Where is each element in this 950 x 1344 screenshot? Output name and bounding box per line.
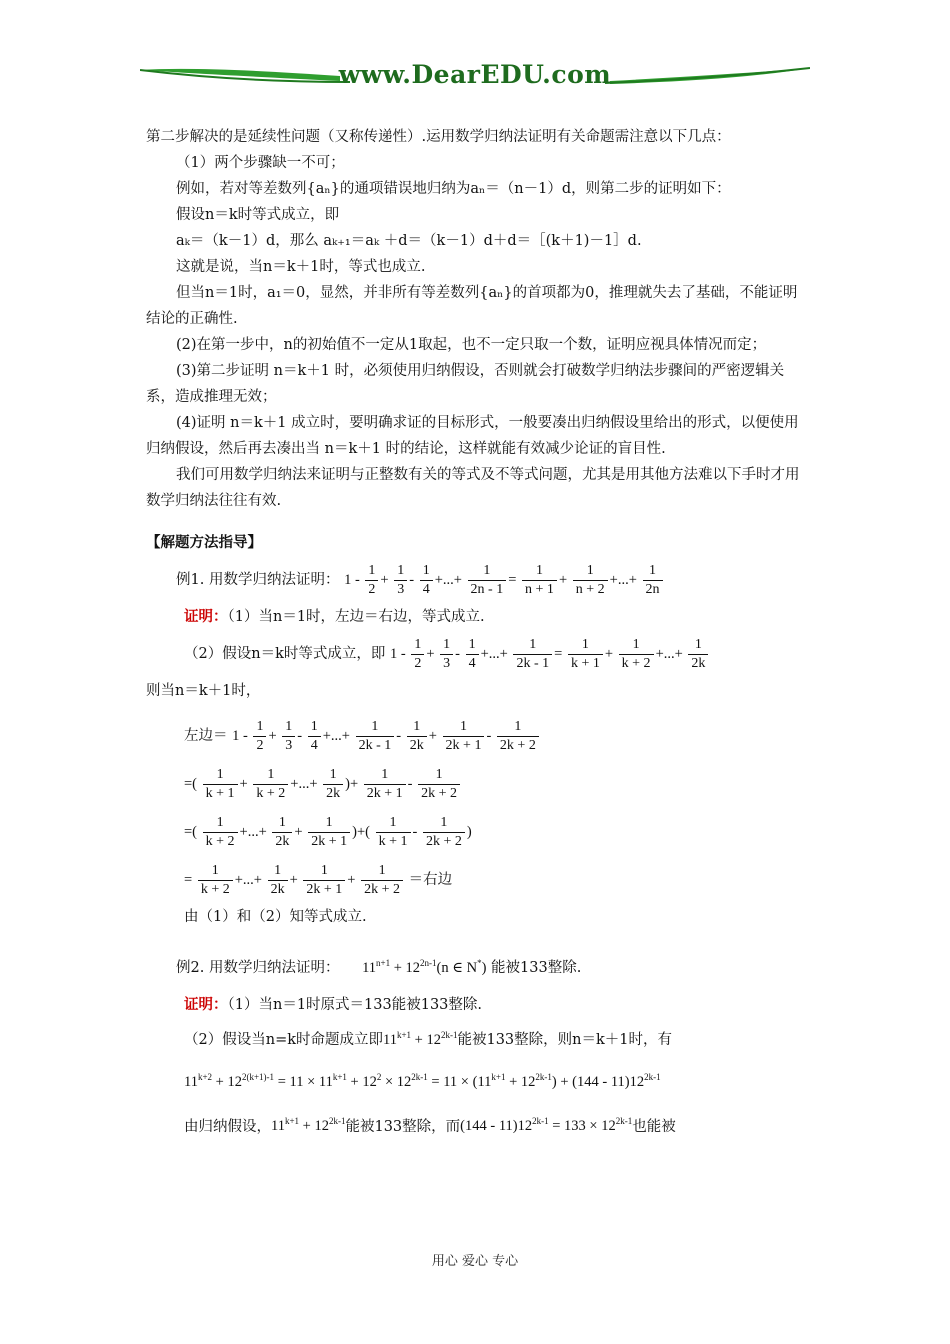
paragraph: 我们可用数学归纳法来证明与正整数有关的等式及不等式问题，尤其是用其他方法难以下手时才用数学归纳法往往有效.	[146, 467, 800, 509]
proof-label: 证明：	[184, 608, 228, 625]
proof-step: （2）假设n＝k时等式成立，即 1 - $\frac{1}{2}$ + $\frac{1}{3}$ - $\frac{1}{4}$ +...+ $\frac{1}{2k - 1}$ = $\frac{1}{k + 1}$ + $\frac{1}{k + 2}$ +...+ $\frac{1}{2k}$	[146, 630, 810, 678]
paragraph: aₖ＝（k－1）d，那么 aₖ₊₁＝aₖ ＋d＝（k－1）d＋d＝［(k＋1)－1］d.	[176, 233, 642, 249]
paragraph: 这就是说，当n＝k＋1时，等式也成立.	[176, 259, 426, 275]
header-banner	[140, 56, 810, 100]
paragraph: 由（1）和（2）知等式成立.	[184, 909, 367, 925]
example2-statement: 例2. 用数学归纳法证明： $11^{n+1} + 12^{2n-1}(n$ ∈ N*) 能被133整除.	[176, 958, 582, 976]
equation: 1 - $\frac{1}{2}$ + $\frac{1}{3}$ - $\frac{1}{4}$ +...+ $\frac{1}{2n - 1}$ = $\frac{1}{n + 1}$ + $\frac{1}{n + 2}$ +...+ $\frac{1}{2n}$	[344, 572, 664, 588]
example-label: 例1. 用数学归纳法证明：	[176, 572, 340, 588]
proof-step: 证明：（1）当n＝1时，左边＝右边，等式成立.	[184, 608, 485, 625]
page-footer: 用心 爱心 专心	[431, 1254, 519, 1269]
proof-label: 证明：	[184, 996, 228, 1013]
equation-line: = $\frac{1}{k + 2}$ +...+ $\frac{1}{2k}$ + $\frac{1}{2k + 1}$ + $\frac{1}{2k + 2}$ ＝右边	[184, 863, 453, 898]
site-logo[interactable]: www.DearEDU.com	[338, 60, 612, 89]
example1-statement	[146, 556, 810, 604]
equation: 1 - $\frac{1}{2}$ + $\frac{1}{3}$ - $\frac{1}{4}$ +...+ $\frac{1}{2k - 1}$ = $\frac{1}{k + 1}$ + $\frac{1}{k + 2}$ +...+ $\frac{1}{2k}$	[390, 646, 710, 662]
proof-step: 证明：（1）当n＝1时原式＝133能被133整除.	[184, 996, 482, 1013]
paragraph: 则当n＝k＋1时，	[146, 683, 261, 699]
paragraph: (3)第二步证明 n＝k＋1 时，必须使用归纳假设，否则就会打破数学归纳法步骤间的严密逻辑关系，造成推理无效；	[146, 363, 785, 405]
paragraph: (4)证明 n＝k＋1 成立时，要明确求证的目标形式，一般要凑出归纳假设里给出的形式，以便使用归纳假设，然后再去凑出当 n＝k＋1 时的结论，这样就能有效减少论证的盲目性.	[146, 415, 799, 457]
equation-line: 左边＝ 1 - $\frac{1}{2}$ + $\frac{1}{3}$ - $\frac{1}{4}$ +...+ $\frac{1}{2k - 1}$ - $\frac{1}{2k}$ + $\frac{1}{2k + 1}$ - $\frac{1}{2k + 2}$	[146, 712, 810, 760]
equation-line: $11^{k+2} + 12^{2(k+1)-1} = 11 \times 11^{k+1} + 12^2 \times 12^{2k-1} = 11 \times (11^{k+1} + 12^{2k-1}) + (144 - 11)12^{2k-1}$	[184, 1071, 661, 1090]
paragraph: 例如，若对等差数列{aₙ}的通项错误地归纳为aₙ＝（n－1）d，则第二步的证明如下：	[176, 181, 731, 197]
equation-line: =( $\frac{1}{k + 1}$ + $\frac{1}{k + 2}$ +...+ $\frac{1}{2k}$ )+ $\frac{1}{2k + 1}$ - $\frac{1}{2k + 2}$	[146, 760, 810, 808]
paragraph: 第二步解决的是延续性问题（又称传递性）.运用数学归纳法证明有关命题需注意以下几点：	[146, 129, 731, 145]
example-label: 例2. 用数学归纳法证明：	[176, 960, 340, 976]
equation-line: =( $\frac{1}{k + 2}$ +...+ $\frac{1}{2k}$ + $\frac{1}{2k + 1}$ )+( $\frac{1}{k + 1}$ - $\frac{1}{2k + 2}$ )	[184, 815, 472, 850]
section-heading: 【解题方法指导】	[146, 534, 262, 551]
document-body	[146, 124, 810, 1146]
paragraph: (2)在第一步中，n的初始值不一定从1取起，也不一定只取一个数，证明应视具体情况而定；	[176, 337, 767, 353]
proof-step: （2）假设当n=k时命题成立即$11^{k+1} + 12^{2k-1}$能被133整除，则n＝k＋1时，有	[184, 1030, 673, 1048]
paragraph: 但当n＝1时，a₁＝0，显然，并非所有等差数列{aₙ}的首项都为0，推理就失去了基础，不能证明结论的正确性.	[146, 285, 798, 327]
proof-step: 由归纳假设，$11^{k+1} + 12^{2k-1}$能被133整除，而$(144 - 11)12^{2k-1} = 133 \times 12^{2k-1}$也能被	[184, 1116, 676, 1135]
paragraph: 假设n＝k时等式成立，即	[176, 207, 340, 223]
paragraph: （1）两个步骤缺一不可；	[176, 155, 345, 171]
